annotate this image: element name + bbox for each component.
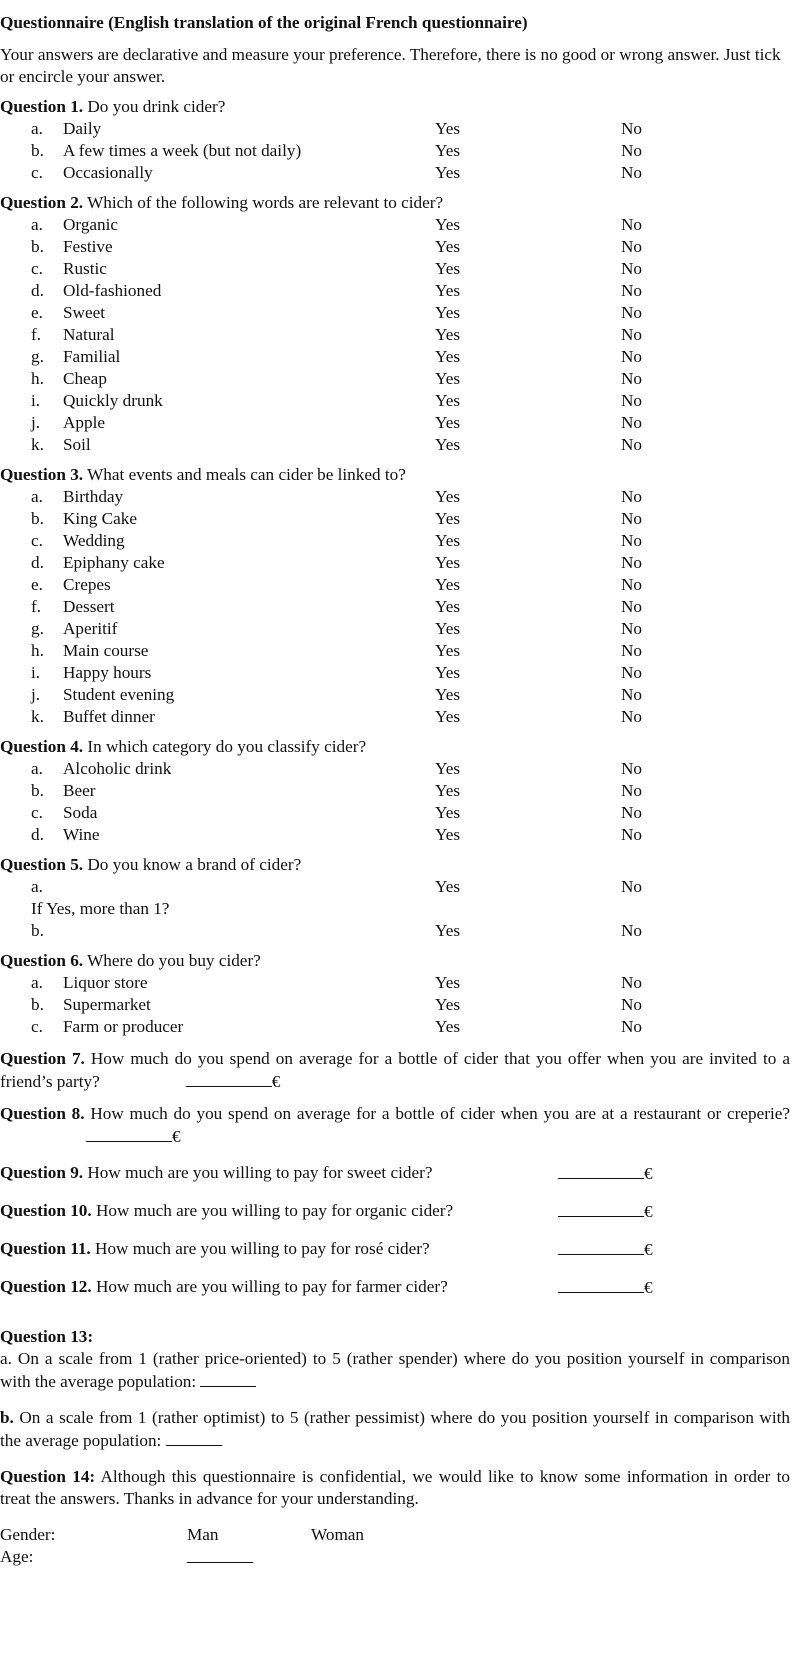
item-letter: f. [31, 597, 42, 616]
yes-option[interactable]: Yes [435, 973, 461, 992]
answer-row [0, 258, 800, 280]
item-letter: k. [31, 707, 44, 726]
no-option[interactable]: No [621, 347, 643, 366]
answer-row [0, 920, 800, 942]
item-letter: b. [31, 509, 44, 528]
no-option[interactable]: No [621, 119, 643, 138]
no-option[interactable]: No [621, 707, 643, 726]
item-letter: c. [31, 163, 43, 182]
item-text: Buffet dinner [63, 707, 155, 726]
item-letter: a. [31, 973, 43, 992]
item-letter: c. [31, 1017, 43, 1036]
item-text: Old-fashioned [63, 281, 162, 300]
answer-row [0, 508, 800, 530]
no-option[interactable]: No [621, 413, 643, 432]
question-text: Do you drink cider? [83, 97, 226, 116]
amount-blank[interactable] [86, 1125, 172, 1142]
question-14 [0, 1466, 790, 1510]
item-text: Aperitif [63, 619, 118, 638]
item-letter: b. [31, 781, 44, 800]
question-text: How much do you spend on average for a bottle of cider when you are at a restaurant or creperie? [84, 1104, 790, 1123]
no-option[interactable]: No [621, 597, 643, 616]
no-option[interactable]: No [621, 663, 643, 682]
answer-row [0, 302, 800, 324]
yes-option[interactable]: Yes [435, 237, 461, 256]
question-number: Question 12. [0, 1277, 92, 1296]
yes-option[interactable]: Yes [435, 391, 461, 410]
question-number: Question 1. [0, 97, 84, 116]
item-letter: e. [31, 303, 43, 322]
question-number: Question 10. [0, 1201, 92, 1220]
question-number: Question 8. [0, 1104, 85, 1123]
answer-row [0, 140, 800, 162]
no-option[interactable]: No [621, 759, 643, 778]
euro-unit: € [644, 1164, 653, 1183]
question-text: Which of the following words are relevant to cider? [83, 193, 444, 212]
answer-row [0, 434, 800, 456]
age-row [0, 1546, 800, 1568]
item-text: Student evening [63, 685, 175, 704]
no-option[interactable]: No [621, 141, 643, 160]
answer-row [0, 596, 800, 618]
question-text: How much are you willing to pay for sweet cider? [83, 1163, 433, 1182]
answer-row [0, 758, 800, 780]
answer-row [0, 552, 800, 574]
question-number: Question 5. [0, 855, 84, 874]
scale-blank[interactable] [200, 1370, 256, 1387]
no-option[interactable]: No [621, 685, 643, 704]
no-option[interactable]: No [621, 973, 643, 992]
answer-row [0, 972, 800, 994]
answer-row [0, 640, 800, 662]
item-text: Soda [63, 803, 98, 822]
answer-row [0, 574, 800, 596]
yes-option[interactable]: Yes [435, 259, 461, 278]
followup-note [0, 898, 800, 920]
item-text: Farm or producer [63, 1017, 184, 1036]
document-title: Questionnaire (English translation of the original French questionnaire) [0, 13, 528, 32]
item-text: A few times a week (but not daily) [63, 141, 302, 160]
question-text: In which category do you classify cider? [83, 737, 367, 756]
yes-option[interactable]: Yes [435, 281, 461, 300]
no-option[interactable]: No [621, 281, 643, 300]
question-10 [0, 1200, 800, 1222]
gender-option-man[interactable]: Man [187, 1525, 219, 1544]
question-4 [0, 736, 800, 846]
item-text: Sweet [63, 303, 106, 322]
no-option[interactable]: No [621, 803, 643, 822]
yes-option[interactable]: Yes [435, 303, 461, 322]
euro-unit: € [172, 1127, 181, 1146]
item-letter: d. [31, 281, 44, 300]
answer-row [0, 530, 800, 552]
question-12 [0, 1276, 800, 1298]
yes-option[interactable]: Yes [435, 825, 461, 844]
euro-unit: € [644, 1240, 653, 1259]
answer-row [0, 368, 800, 390]
item-text: Main course [63, 641, 149, 660]
no-option[interactable]: No [621, 575, 643, 594]
question-number: Question 4. [0, 737, 84, 756]
yes-option[interactable]: Yes [435, 575, 461, 594]
yes-option[interactable]: Yes [435, 163, 461, 182]
answer-row [0, 346, 800, 368]
no-option[interactable]: No [621, 303, 643, 322]
item-text: Wine [63, 825, 100, 844]
answer-row [0, 618, 800, 640]
no-option[interactable]: No [621, 619, 643, 638]
yes-option[interactable]: Yes [435, 707, 461, 726]
yes-option[interactable]: Yes [435, 803, 461, 822]
question-2 [0, 192, 800, 456]
item-text: Familial [63, 347, 121, 366]
yes-option[interactable]: Yes [435, 141, 461, 160]
question-13b [0, 1407, 790, 1452]
yes-option[interactable]: Yes [435, 487, 461, 506]
no-option[interactable]: No [621, 435, 643, 454]
item-letter: a. [31, 487, 43, 506]
yes-option[interactable]: Yes [435, 597, 461, 616]
question-11 [0, 1238, 800, 1260]
item-letter: h. [31, 641, 44, 660]
item-text: Beer [63, 781, 96, 800]
no-option[interactable]: No [621, 825, 643, 844]
answer-row [0, 280, 800, 302]
item-letter: c. [31, 259, 43, 278]
item-letter: j. [31, 685, 41, 704]
gender-label: Gender: [0, 1525, 56, 1544]
item-text: Natural [63, 325, 115, 344]
item-text: Alcoholic drink [63, 759, 172, 778]
euro-unit: € [271, 1072, 281, 1091]
question-3 [0, 464, 800, 728]
item-letter: k. [31, 435, 44, 454]
answer-row [0, 706, 800, 728]
question-number: Question 9. [0, 1163, 84, 1182]
yes-option[interactable]: Yes [435, 119, 461, 138]
question-text: How much are you willing to pay for organic cider? [91, 1201, 454, 1220]
question-number: Question 7. [0, 1049, 85, 1068]
item-letter: b. [31, 921, 44, 940]
item-text: Daily [63, 119, 102, 138]
item-text: Dessert [63, 597, 115, 616]
gender-option-woman[interactable]: Woman [311, 1525, 365, 1544]
question-number: Question 13: [0, 1327, 94, 1346]
answer-row [0, 162, 800, 184]
item-text: Supermarket [63, 995, 151, 1014]
note-text: If Yes, more than 1? [31, 899, 170, 918]
answer-row [0, 1016, 800, 1038]
question-number: Question 2. [0, 193, 84, 212]
amount-blank[interactable] [558, 1276, 644, 1293]
item-letter: i. [31, 663, 41, 682]
item-text: Quickly drunk [63, 391, 163, 410]
yes-option[interactable]: Yes [435, 531, 461, 550]
item-letter: g. [31, 619, 44, 638]
yes-option[interactable]: Yes [435, 325, 461, 344]
no-option[interactable]: No [621, 641, 643, 660]
answer-row [0, 236, 800, 258]
no-option[interactable]: No [621, 509, 643, 528]
item-letter: e. [31, 575, 43, 594]
item-letter: h. [31, 369, 44, 388]
answer-row [0, 994, 800, 1016]
question-6 [0, 950, 800, 1038]
item-letter: b. [31, 995, 44, 1014]
item-text: Soil [63, 435, 91, 454]
yes-option[interactable]: Yes [435, 347, 461, 366]
item-text: King Cake [63, 509, 137, 528]
amount-blank[interactable] [558, 1162, 644, 1179]
item-text: Wedding [63, 531, 125, 550]
yes-option[interactable]: Yes [435, 877, 461, 896]
question-number: Question 14: [0, 1467, 96, 1486]
answer-row [0, 780, 800, 802]
question-13 [0, 1326, 800, 1452]
amount-blank[interactable] [186, 1070, 272, 1087]
yes-option[interactable]: Yes [435, 553, 461, 572]
answer-row [0, 824, 800, 846]
question-text: How much do you spend on average for a bottle of cider that you offer when you are invited to a friend’s party? [0, 1049, 790, 1091]
no-option[interactable]: No [621, 921, 643, 940]
question-8 [0, 1103, 790, 1148]
question-text: What events and meals can cider be linked to? [83, 465, 406, 484]
item-text: Occasionally [63, 163, 153, 182]
no-option[interactable]: No [621, 781, 643, 800]
question-5 [0, 854, 800, 942]
euro-unit: € [644, 1278, 653, 1297]
item-letter: c. [31, 803, 43, 822]
yes-option[interactable]: Yes [435, 663, 461, 682]
question-text: On a scale from 1 (rather optimist) to 5 (rather pessimist) where do you position yourself in comparison with the average population: [0, 1408, 790, 1450]
question-text: Do you know a brand of cider? [83, 855, 302, 874]
scale-blank[interactable] [166, 1429, 222, 1446]
yes-option[interactable]: Yes [435, 369, 461, 388]
answer-row [0, 390, 800, 412]
no-option[interactable]: No [621, 369, 643, 388]
item-letter: b. [0, 1408, 14, 1427]
item-text: Happy hours [63, 663, 152, 682]
item-text: Epiphany cake [63, 553, 165, 572]
answer-row [0, 118, 800, 140]
question-number: Question 6. [0, 951, 84, 970]
amount-blank[interactable] [558, 1200, 644, 1217]
item-text: Festive [63, 237, 113, 256]
item-letter: c. [31, 531, 43, 550]
question-9 [0, 1162, 800, 1184]
yes-option[interactable]: Yes [435, 995, 461, 1014]
item-text: Liquor store [63, 973, 148, 992]
yes-option[interactable]: Yes [435, 1017, 461, 1036]
question-text: a. On a scale from 1 (rather price-oriented) to 5 (rather spender) where do you position yourself in comparison with the average population: [0, 1349, 790, 1391]
yes-option[interactable]: Yes [435, 619, 461, 638]
answer-row [0, 412, 800, 434]
item-letter: i. [31, 391, 41, 410]
no-option[interactable]: No [621, 391, 643, 410]
yes-option[interactable]: Yes [435, 921, 461, 940]
item-letter: a. [31, 215, 43, 234]
question-text: Where do you buy cider? [83, 951, 261, 970]
amount-blank[interactable] [558, 1238, 644, 1255]
euro-unit: € [644, 1202, 653, 1221]
item-letter: a. [31, 119, 43, 138]
intro-paragraph: Your answers are declarative and measure your preference. Therefore, there is no good or wrong answer. Just tick or encircle your answer. [0, 45, 781, 86]
item-letter: b. [31, 237, 44, 256]
answer-row [0, 684, 800, 706]
yes-option[interactable]: Yes [435, 509, 461, 528]
question-7 [0, 1048, 790, 1093]
yes-option[interactable]: Yes [435, 413, 461, 432]
item-letter: d. [31, 553, 44, 572]
question-text: Although this questionnaire is confidential, we would like to know some information in order to treat the answers. Thanks in advance for your understanding. [0, 1467, 791, 1508]
no-option[interactable]: No [621, 215, 643, 234]
item-letter: j. [31, 413, 41, 432]
item-text: Rustic [63, 259, 107, 278]
item-text: Cheap [63, 369, 107, 388]
no-option[interactable]: No [621, 163, 643, 182]
answer-row [0, 324, 800, 346]
item-letter: d. [31, 825, 44, 844]
question-text: How much are you willing to pay for farmer cider? [91, 1277, 448, 1296]
question-text: How much are you willing to pay for rosé cider? [90, 1239, 430, 1258]
item-letter: a. [31, 877, 43, 896]
item-text: Birthday [63, 487, 124, 506]
yes-option[interactable]: Yes [435, 759, 461, 778]
no-option[interactable]: No [621, 259, 643, 278]
item-text: Crepes [63, 575, 111, 594]
answer-row [0, 876, 800, 898]
yes-option[interactable]: Yes [435, 781, 461, 800]
question-13a [0, 1348, 790, 1393]
item-letter: f. [31, 325, 42, 344]
no-option[interactable]: No [621, 237, 643, 256]
item-letter: a. [31, 759, 43, 778]
no-option[interactable]: No [621, 553, 643, 572]
age-blank[interactable] [187, 1546, 253, 1563]
item-letter: b. [31, 141, 44, 160]
no-option[interactable]: No [621, 877, 643, 896]
answer-row [0, 802, 800, 824]
age-label: Age: [0, 1547, 34, 1566]
gender-row [0, 1524, 800, 1546]
yes-option[interactable]: Yes [435, 685, 461, 704]
question-number: Question 11. [0, 1239, 91, 1258]
yes-option[interactable]: Yes [435, 641, 461, 660]
questionnaire-document [0, 12, 800, 1568]
question-1 [0, 96, 800, 184]
yes-option[interactable]: Yes [435, 435, 461, 454]
item-text: Apple [63, 413, 106, 432]
no-option[interactable]: No [621, 1017, 643, 1036]
answer-row [0, 214, 800, 236]
item-letter: g. [31, 347, 44, 366]
answer-row [0, 662, 800, 684]
no-option[interactable]: No [621, 325, 643, 344]
no-option[interactable]: No [621, 995, 643, 1014]
answer-row [0, 486, 800, 508]
no-option[interactable]: No [621, 487, 643, 506]
yes-option[interactable]: Yes [435, 215, 461, 234]
question-number: Question 3. [0, 465, 84, 484]
item-text: Organic [63, 215, 119, 234]
no-option[interactable]: No [621, 531, 643, 550]
